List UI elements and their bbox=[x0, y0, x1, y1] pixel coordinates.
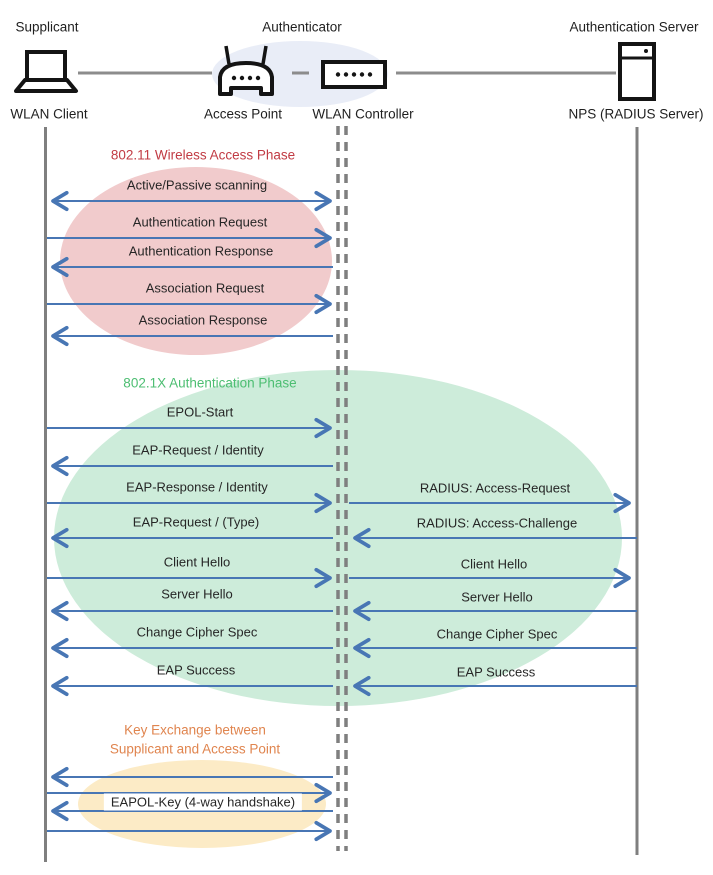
msg-eapol-key-handshake: EAPOL-Key (4-way handshake) bbox=[104, 794, 302, 811]
msg-eap-success-left: EAP Success bbox=[156, 662, 236, 678]
laptop-icon bbox=[16, 52, 76, 91]
msg-association-request: Association Request bbox=[145, 280, 265, 296]
msg-association-response: Association Response bbox=[138, 312, 268, 328]
wlan-controller-label: WLAN Controller bbox=[312, 106, 414, 122]
msg-server-hello-left: Server Hello bbox=[161, 586, 233, 602]
phase-80211-title: 802.11 Wireless Access Phase bbox=[110, 147, 296, 163]
msg-radius-access-challenge: RADIUS: Access-Challenge bbox=[416, 515, 578, 531]
key-exchange-title-line1: Key Exchange between bbox=[124, 722, 266, 738]
nps-radius-server-label: NPS (RADIUS Server) bbox=[568, 106, 704, 122]
authenticator-role-label: Authenticator bbox=[262, 19, 342, 35]
msg-eap-response-identity: EAP-Response / Identity bbox=[126, 479, 268, 495]
msg-change-cipher-spec-left: Change Cipher Spec bbox=[136, 624, 258, 640]
phase-8021x-title: 802.1X Authentication Phase bbox=[123, 375, 297, 391]
wlan-controller-icon bbox=[323, 62, 385, 87]
authentication-server-role-label: Authentication Server bbox=[569, 19, 699, 35]
msg-client-hello-right: Client Hello bbox=[460, 556, 528, 572]
msg-client-hello-left: Client Hello bbox=[163, 554, 231, 570]
access-point-label: Access Point bbox=[203, 106, 283, 122]
msg-authentication-request: Authentication Request bbox=[132, 214, 268, 230]
server-icon bbox=[620, 44, 654, 99]
msg-server-hello-right: Server Hello bbox=[461, 589, 533, 605]
msg-radius-access-request: RADIUS: Access-Request bbox=[419, 480, 571, 496]
msg-eap-success-right: EAP Success bbox=[456, 664, 536, 680]
key-exchange-title-line2: Supplicant and Access Point bbox=[109, 741, 281, 756]
msg-eap-request-type: EAP-Request / (Type) bbox=[132, 514, 260, 530]
key-exchange-title bbox=[110, 722, 280, 759]
wlan-client-label: WLAN Client bbox=[10, 106, 88, 122]
msg-active-passive-scanning: Active/Passive scanning bbox=[126, 177, 268, 193]
supplicant-role-label: Supplicant bbox=[15, 19, 79, 35]
msg-eap-request-identity: EAP-Request / Identity bbox=[132, 442, 264, 458]
msg-authentication-response: Authentication Response bbox=[128, 243, 274, 259]
msg-epol-start: EPOL-Start bbox=[166, 404, 234, 420]
msg-change-cipher-spec-right: Change Cipher Spec bbox=[436, 626, 558, 642]
